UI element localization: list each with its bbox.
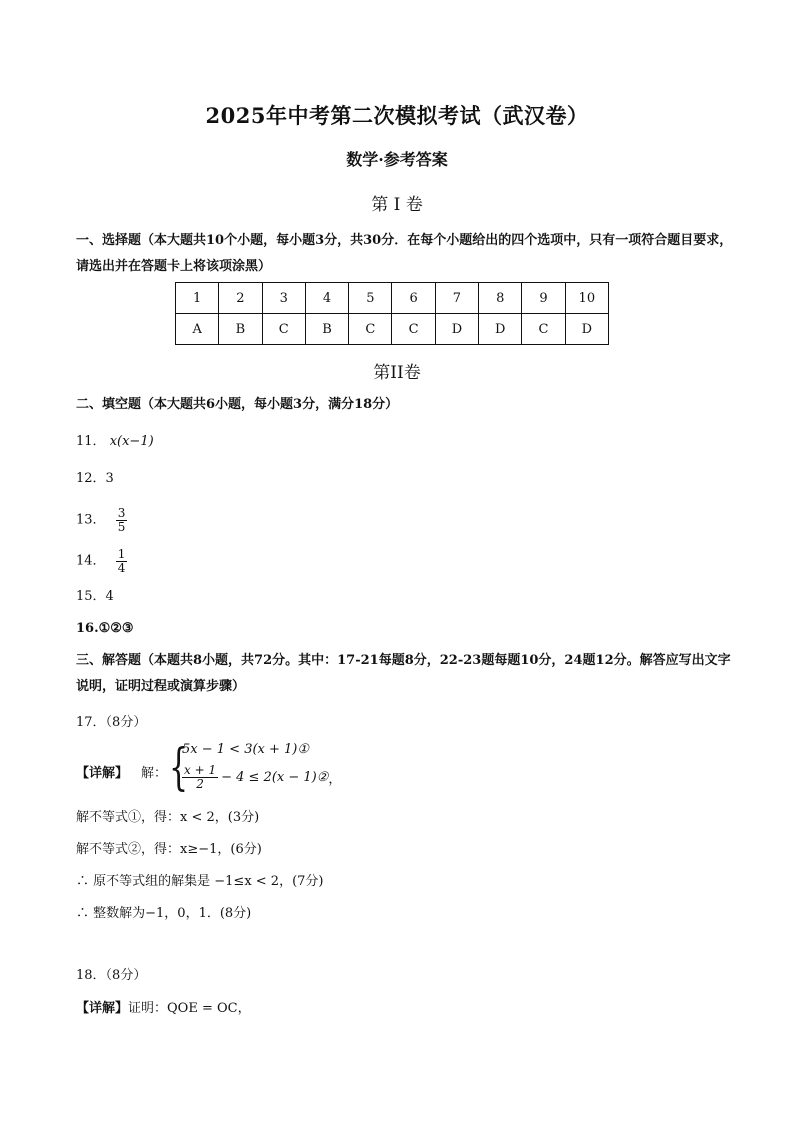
answer-14-number: 14． [76, 553, 106, 569]
q17-header: 17．（8分） [76, 715, 147, 730]
answer-table-answers-row [176, 314, 609, 345]
page-subtitle: 数学·参考答案 [346, 150, 448, 169]
q17-detail-label: 【详解】 [76, 766, 129, 781]
answer-14-fraction [116, 548, 128, 575]
question-number-cell: 10 [565, 283, 608, 314]
answer-13 [76, 507, 127, 534]
answer-cell: C [262, 314, 305, 345]
question-number-cell: 3 [262, 283, 305, 314]
page-title: 2025年中考第二次模拟考试（武汉卷） [205, 103, 589, 128]
answer-cell: D [479, 314, 522, 345]
q17-inequality-2-fraction [182, 764, 218, 791]
answer-11-value: x(x−1) [109, 434, 154, 449]
q17-solve-label: 解： [141, 766, 168, 781]
q18-proof-line: 证明：QOE = OC， [128, 1001, 251, 1016]
section-3-instructions: 三、解答题（本题共8小题，共72分。其中：17-21每题8分，22-23题每题10分，24题12分。解答应写出文字说明，证明过程或演算步骤） [76, 653, 731, 694]
answer-cell: B [305, 314, 348, 345]
answer-table-numbers-row [176, 283, 609, 314]
section-2-instructions: 二、填空题（本大题共6小题，每小题3分，满分18分） [76, 397, 399, 412]
question-number-cell: 6 [392, 283, 435, 314]
q17-step-2: 解不等式②，得：x≥−1，(6分) [76, 842, 262, 857]
answer-cell: D [435, 314, 478, 345]
section-1-instructions: 一、选择题（本大题共10个小题，每小题3分，共30分．在每个小题给出的四个选项中，只有一项符合题目要求，请选出并在答题卡上将该项涂黑） [76, 233, 733, 274]
answer-cell: C [349, 314, 392, 345]
answer-11-number: 11． [76, 434, 106, 449]
system-brace-icon: { [169, 738, 189, 796]
q17-system-comma: ， [328, 772, 342, 787]
fraction-denominator: 2 [196, 777, 204, 791]
question-number-cell: 5 [349, 283, 392, 314]
q17-step-3: ∴ 原不等式组的解集是 −1≤x < 2，(7分) [76, 874, 324, 889]
answer-14 [76, 548, 127, 575]
fraction-numerator: 1 [117, 547, 126, 561]
answer-15: 15．4 [76, 589, 114, 604]
volume-1-heading: 第 I 卷 [371, 195, 423, 215]
question-number-cell: 2 [219, 283, 262, 314]
answer-cell: C [522, 314, 565, 345]
answer-11 [76, 432, 154, 452]
q17-step-4: ∴ 整数解为−1，0，1．(8分) [76, 906, 252, 921]
answer-cell: C [392, 314, 435, 345]
q18-detail [76, 999, 251, 1019]
answer-13-fraction [116, 507, 128, 534]
answer-cell: B [219, 314, 262, 345]
question-number-cell: 7 [435, 283, 478, 314]
answer-cell: A [176, 314, 219, 345]
q17-step-1: 解不等式①，得：x < 2，(3分) [76, 810, 260, 825]
question-number-cell: 4 [305, 283, 348, 314]
fraction-denominator: 5 [117, 520, 126, 534]
q17-inequality-1: 5x − 1 < 3(x + 1)① [182, 742, 310, 757]
answer-12: 12．3 [76, 471, 114, 486]
answer-cell: D [565, 314, 608, 345]
q18-header: 18．（8分） [76, 968, 147, 983]
q18-detail-label: 【详解】 [76, 1001, 129, 1016]
volume-2-heading: 第II卷 [373, 363, 421, 383]
question-number-cell: 1 [176, 283, 219, 314]
question-number-cell: 9 [522, 283, 565, 314]
answer-table [175, 282, 609, 345]
fraction-denominator: 4 [117, 561, 126, 575]
q17-inequality-2 [182, 764, 341, 791]
fraction-numerator: 3 [117, 506, 126, 520]
answer-13-number: 13． [76, 512, 106, 528]
question-number-cell: 8 [479, 283, 522, 314]
q17-inequality-2-rest: − 4 ≤ 2(x − 1)② [221, 770, 329, 785]
fraction-numerator: x + 1 [184, 763, 217, 777]
answer-16: 16.①②③ [76, 621, 134, 636]
